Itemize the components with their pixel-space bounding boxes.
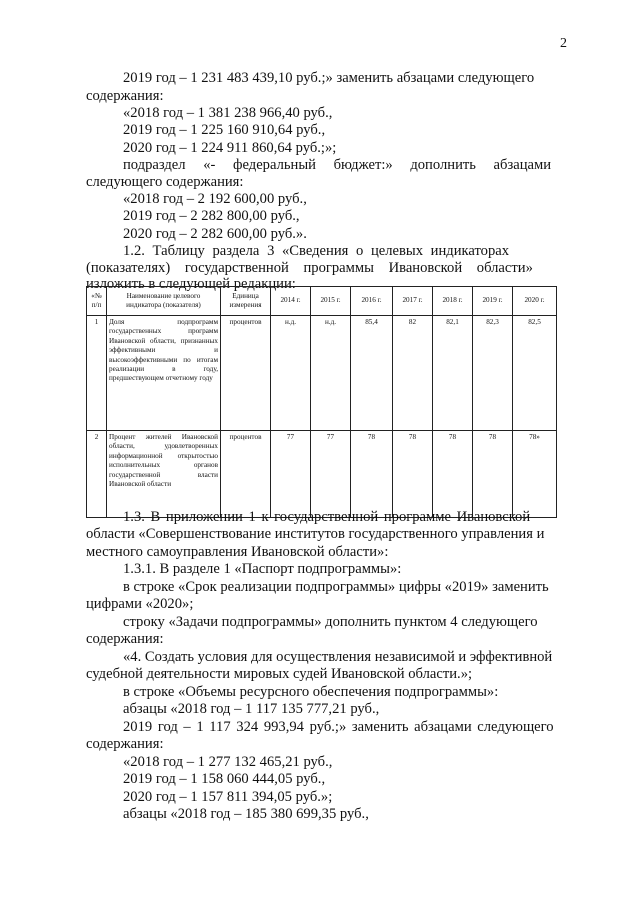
value-cell: н.д. [311, 316, 351, 431]
page-number: 2 [560, 36, 567, 51]
header-cell: 2016 г. [351, 287, 393, 316]
table-row [87, 431, 557, 518]
text-line: 2020 год – 1 224 911 860,64 руб.;»; [123, 140, 337, 156]
text-line: «2018 год – 1 277 132 465,21 руб., [123, 754, 333, 770]
value-cell: 77 [311, 431, 351, 518]
text-line: 1.2. Таблицу раздела 3 «Сведения о целевых индикаторах [123, 243, 510, 259]
unit-cell: процентов [221, 431, 271, 518]
indicators-table [86, 286, 557, 518]
header-cell: 2015 г. [311, 287, 351, 316]
header-cell: 2014 г. [271, 287, 311, 316]
value-cell: 85,4 [351, 316, 393, 431]
text-line: «4. Создать условия для осуществления независимой и эффективной [123, 649, 553, 665]
text-line: следующего содержания: [86, 174, 244, 190]
header-cell: 2020 г. [513, 287, 557, 316]
text-line: 1.3. В приложении 1 к государственной программе Ивановской [123, 509, 531, 525]
header-cell: Наименование целевого индикатора (показателя) [107, 287, 221, 316]
text-line: 2019 год – 1 231 483 439,10 руб.;» заменить абзацами следующего [123, 70, 535, 86]
value-cell: 78 [473, 431, 513, 518]
value-cell: 78 [351, 431, 393, 518]
text-line: (показателях) государственной программы Ивановской области» [86, 260, 533, 276]
text-line: содержания: [86, 631, 164, 647]
value-cell: 82,1 [433, 316, 473, 431]
header-cell: «№ п/п [87, 287, 107, 316]
value-cell: 82,3 [473, 316, 513, 431]
text-line: содержания: [86, 736, 164, 752]
text-line: судебной деятельности мировых судей Ивановской области.»; [86, 666, 473, 682]
text-line: местного самоуправления Ивановской области»: [86, 544, 389, 560]
text-line: «2018 год – 1 381 238 966,40 руб., [123, 105, 333, 121]
text-line: 2019 год – 1 158 060 444,05 руб., [123, 771, 326, 787]
header-cell: 2018 г. [433, 287, 473, 316]
unit-cell: процентов [221, 316, 271, 431]
text-line: 2019 год – 2 282 800,00 руб., [123, 208, 300, 224]
text-line: изложить в следующей редакции: [86, 276, 296, 292]
text-line: содержания: [86, 88, 164, 104]
text-line: цифрами «2020»; [86, 596, 194, 612]
value-cell: 82,5 [513, 316, 557, 431]
text-line: строку «Задачи подпрограммы» дополнить пунктом 4 следующего [123, 614, 538, 630]
table-header-row [87, 287, 557, 316]
text-line: «2018 год – 2 192 600,00 руб., [123, 191, 307, 207]
table-row [87, 316, 557, 431]
text-line: 2020 год – 1 157 811 394,05 руб.»; [123, 789, 333, 805]
value-cell: 78 [433, 431, 473, 518]
text-line: в строке «Срок реализации подпрограммы» цифры «2019» заменить [123, 579, 549, 595]
text-line: 1.3.1. В разделе 1 «Паспорт подпрограммы»: [123, 561, 402, 577]
value-cell: 77 [271, 431, 311, 518]
text-line: абзацы «2018 год – 1 117 135 777,21 руб., [123, 701, 380, 717]
value-cell: н.д. [271, 316, 311, 431]
header-cell: 2019 г. [473, 287, 513, 316]
value-cell: 82 [393, 316, 433, 431]
value-cell: 78» [513, 431, 557, 518]
indicator-name: Доля подпрограмм государственных программ Ивановской области, признанных эффективными и высокоэффективными по итогам реализации в году, предшествующем отчетному году [107, 316, 221, 431]
text-line: подраздел «- федеральный бюджет:» дополнить абзацами [123, 157, 552, 173]
header-cell: Единица измерения [221, 287, 271, 316]
text-line: абзацы «2018 год – 185 380 699,35 руб., [123, 806, 369, 822]
indicator-name: Процент жителей Ивановской области, удовлетворенных информационной открытостью исполнительных органов государственной власти Ивановской области [107, 431, 221, 518]
text-line: 2019 год – 1 117 324 993,94 руб.;» заменить абзацами следующего [123, 719, 554, 735]
value-cell: 78 [393, 431, 433, 518]
row-number: 2 [87, 431, 107, 518]
header-cell: 2017 г. [393, 287, 433, 316]
text-line: 2020 год – 2 282 600,00 руб.». [123, 226, 307, 242]
text-line: в строке «Объемы ресурсного обеспечения подпрограммы»: [123, 684, 499, 700]
text-line: области «Совершенствование институтов государственного управления и [86, 526, 545, 542]
text-line: 2019 год – 1 225 160 910,64 руб., [123, 122, 326, 138]
row-number: 1 [87, 316, 107, 431]
